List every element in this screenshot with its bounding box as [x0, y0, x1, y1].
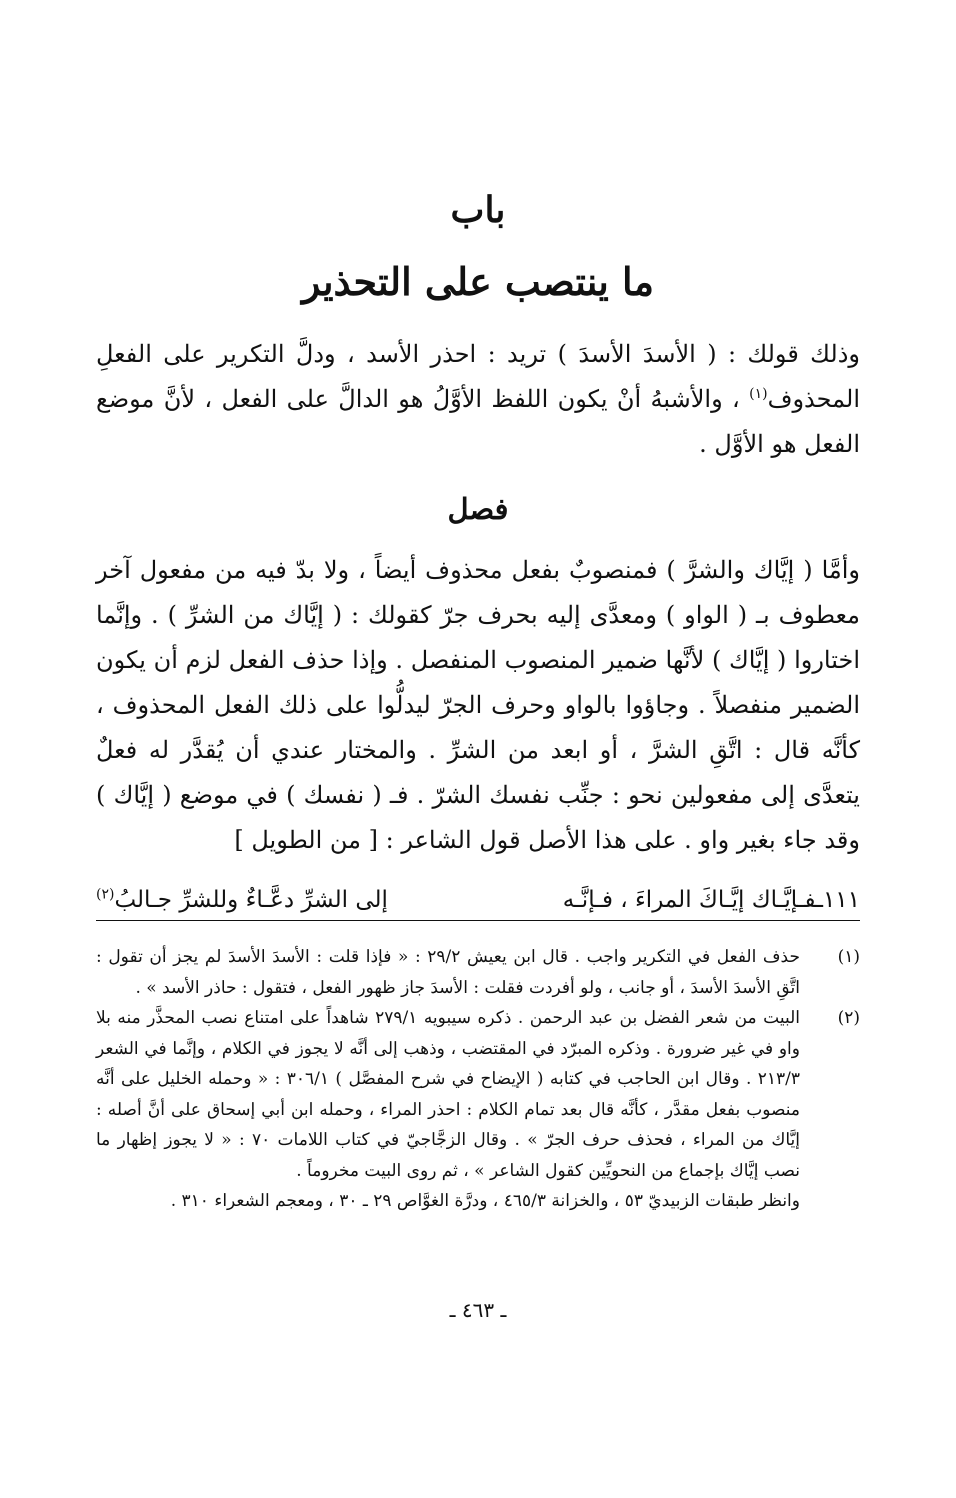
- footnote-2: [96, 1003, 860, 1186]
- footnote-extra: وانظر طبقات الزبيديّ ٥٣ ، والخزانة ٤٦٥/٣ ، ودرَّة الغوَّاص ٢٩ ـ ٣٠ ، ومعجم الشعراء ٣١٠ .: [170, 1191, 800, 1211]
- chapter-title: ما ينتصب على التحذير: [302, 259, 654, 304]
- intro-word: المحذوف: [767, 385, 860, 413]
- main-text: وأمَّا ( إيَّاك والشرَّ ) فمنصوبٌ بفعل محذوف أيضاً ، ولا بدّ فيه من مفعول آخر معطوف بـ ( الواو ) ومعدَّى إليه بحرف جرّ كقولك : ( إيَّاك من الشرِّ ) . وإنَّما اختاروا ( إيَّاك ) لأنَّها ضمير المنصوب المنفصل . وإذا حذف الفعل لزم أن يكون الضمير منفصلاً . وجاؤوا بالواو وحرف الجرّ ليدلُّوا على ذلك الفعل المحذوف ، كأنَّه قال : اتَّقِ الشرَّ ، أو ابعد من الشرِّ . والمختار عندي أن يُقدَّر له فعلٌ يتعدَّى إلى مفعولين نحو : جنِّب نفسك الشرّ . فـ ( نفسك ) في موضع ( إيَّاك ) وقد جاء بغير واو . على هذا الأصل قول الشاعر : [ من الطويل ]: [96, 556, 860, 854]
- footnote-number: (٢): [837, 1008, 860, 1028]
- footnote-ref-1: (١): [749, 386, 768, 402]
- footnote-ref-2: (٢): [96, 886, 115, 903]
- verse-line: [96, 880, 860, 921]
- page-number: ـ ٤٦٣ ـ: [449, 1298, 507, 1322]
- footnote-text: البيت من شعر الفضل بن عبد الرحمن . ذكره سيبويه ٢٧٩/١ شاهداً على امتناع نصب المحذَّر منه بلا واو في غير ضرورة . وذكره المبرّد في المقتضب ، وذهب إلى أنَّه لا يجوز في الكلام ، وإنَّما في الشعر ٢١٣/٣ . وقال ابن الحاجب في كتابه ( الإيضاح في شرح المفصَّل ) ٣٠٦/١ : « وحمله الخليل على أنَّه منصوب بفعل مقدَّر ، كأنَّه قال بعد تمام الكلام : احذر المراء ، وحمله ابن أبي إسحاق على أنَّ أصله : إيَّاك من المراء ، فحذف حرف الجرّ » . وقال الزجَّاجيّ في كتاب اللامات ٧٠ : « لا يجوز إظهار ما نصب إيَّاك بإجماع من النحويِّين كقول الشاعر » ، ثم روى البيت مخروماً .: [96, 1008, 800, 1181]
- intro-paragraph: [96, 332, 860, 467]
- intro-rest: ، والأشبهُ أنْ يكون اللفظ الأوَّلُ هو الدالَّ على الفعل ، لأنَّ موضع الفعل هو الأوَّل .: [96, 385, 860, 458]
- section-heading: فصل: [447, 492, 509, 526]
- footnotes: [96, 942, 860, 1217]
- chapter-label: باب: [450, 189, 506, 231]
- verse-first-hemistich: [563, 880, 860, 920]
- footnote-number: (١): [837, 947, 860, 967]
- intro-line-1: وذلك قولك : ( الأسدَ الأسدَ ) تريد : احذر الأسد ، ودلَّ التكرير على الفعلِ: [96, 340, 860, 368]
- main-paragraph: [96, 548, 860, 863]
- verse-hemistich-2: إلى الشرِّ دعَّـاءٌ وللشرِّ جـالبُ: [114, 887, 388, 913]
- footnote-1: [96, 942, 860, 1003]
- verse-hemistich-1: فـإيَّـاك إيَّـاكَ المراءَ ، فـإنَّـه: [562, 887, 817, 913]
- verse-number: ١١١ـ: [816, 887, 860, 913]
- footnote-text: حذف الفعل في التكرير واجب . قال ابن يعيش ٢٩/٢ : « فإذا قلت : الأسدَ الأسدَ لم يجز أن تقول : اتَّقِ الأسدَ الأسدَ ، أو جانب ، ولو أفردت فقلت : الأسدَ جاز ظهور الفعل ، فتقول : حاذر الأسد » .: [96, 947, 800, 998]
- verse-second-hemistich: [96, 880, 388, 920]
